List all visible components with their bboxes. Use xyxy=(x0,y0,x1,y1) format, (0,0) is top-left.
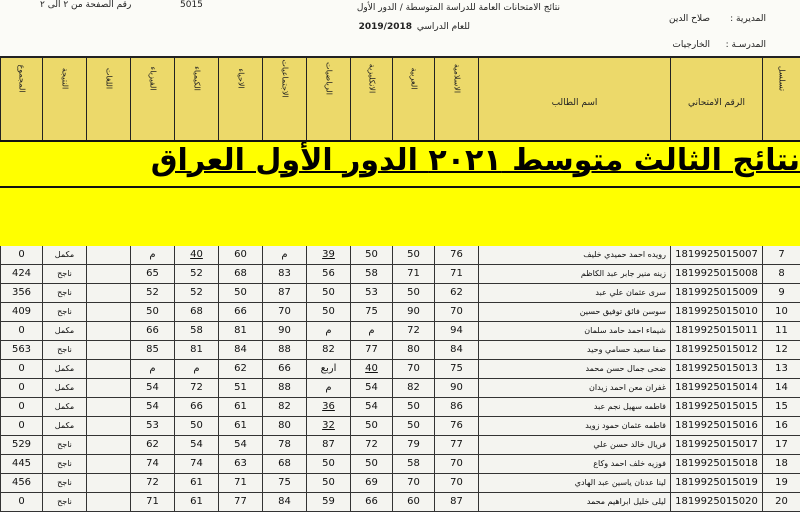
cell-phys: 74 xyxy=(130,455,174,473)
cell-lang xyxy=(86,341,130,359)
cell-islamic: 76 xyxy=(434,246,478,264)
cell-seq: 17 xyxy=(762,436,800,454)
header-code: 5015 xyxy=(180,0,203,10)
cell-name: ضحى جمال حسن محمد xyxy=(478,360,670,378)
cell-math: 59 xyxy=(306,493,350,511)
document-header xyxy=(0,0,800,56)
cell-total: 356 xyxy=(0,284,42,302)
cell-name: سرى عثمان علي عبد xyxy=(478,284,670,302)
cell-arabic: 58 xyxy=(392,455,434,473)
cell-social: 83 xyxy=(262,265,306,283)
cell-arabic: 71 xyxy=(392,265,434,283)
cell-islamic: 87 xyxy=(434,493,478,511)
cell-chem: 54 xyxy=(174,436,218,454)
banner-title: نتائج الثالث متوسط ٢٠٢١ الدور الأول العراق xyxy=(150,143,800,178)
cell-english: 66 xyxy=(350,493,392,511)
cell-social: 88 xyxy=(262,341,306,359)
cell-num: 1819925015014 xyxy=(670,379,762,397)
cell-total: 409 xyxy=(0,303,42,321)
cell-name: فاطمه سهيل نجم عبد xyxy=(478,398,670,416)
cell-bio: 77 xyxy=(218,493,262,511)
cell-chem: 74 xyxy=(174,455,218,473)
table-row xyxy=(0,417,800,436)
cell-chem: 66 xyxy=(174,398,218,416)
table-row xyxy=(0,455,800,474)
cell-islamic: 70 xyxy=(434,303,478,321)
header-line1: نتائج الامتحانات العامة للدراسة المتوسطة / الدور الأول xyxy=(356,3,560,13)
title-banner xyxy=(0,140,800,188)
directorate-value: صلاح الدين xyxy=(668,14,710,24)
cell-result: مكمل xyxy=(42,398,86,416)
cell-islamic: 84 xyxy=(434,341,478,359)
cell-total: 0 xyxy=(0,246,42,264)
cell-name: فريال خالد حسن علي xyxy=(478,436,670,454)
cell-name: شيماء احمد حامد سلمان xyxy=(478,322,670,340)
cell-islamic: 94 xyxy=(434,322,478,340)
table-row xyxy=(0,360,800,379)
cell-num: 1819925015012 xyxy=(670,341,762,359)
cell-chem: 61 xyxy=(174,474,218,492)
cell-social: 88 xyxy=(262,379,306,397)
cell-result: ناجح xyxy=(42,284,86,302)
cell-num: 1819925015020 xyxy=(670,493,762,511)
column-header-label: العربية xyxy=(409,67,418,90)
cell-math: م xyxy=(306,379,350,397)
table-row xyxy=(0,322,800,341)
cell-bio: 63 xyxy=(218,455,262,473)
cell-num: 1819925015018 xyxy=(670,455,762,473)
cell-islamic: 70 xyxy=(434,474,478,492)
cell-total: 563 xyxy=(0,341,42,359)
cell-result: ناجح xyxy=(42,265,86,283)
cell-name: فوزيه خلف احمد وكاع xyxy=(478,455,670,473)
cell-result: مكمل xyxy=(42,322,86,340)
cell-english: 54 xyxy=(350,379,392,397)
cell-seq: 10 xyxy=(762,303,800,321)
cell-result: مكمل xyxy=(42,246,86,264)
cell-seq: 8 xyxy=(762,265,800,283)
table-row xyxy=(0,303,800,322)
cell-math: 50 xyxy=(306,455,350,473)
table-row xyxy=(0,436,800,455)
cell-result: مكمل xyxy=(42,360,86,378)
school-value: الخارجيات xyxy=(672,40,710,50)
banner-band xyxy=(0,188,800,246)
cell-bio: 61 xyxy=(218,398,262,416)
cell-english: 58 xyxy=(350,265,392,283)
cell-bio: 50 xyxy=(218,284,262,302)
cell-chem: 40 xyxy=(174,246,218,264)
cell-arabic: 50 xyxy=(392,398,434,416)
cell-lang xyxy=(86,455,130,473)
column-header-label: النتيجة xyxy=(60,67,69,90)
cell-arabic: 70 xyxy=(392,360,434,378)
cell-social: 70 xyxy=(262,303,306,321)
cell-name: زينه منير جابر عبد الكاظم xyxy=(478,265,670,283)
cell-total: 0 xyxy=(0,322,42,340)
cell-math: 56 xyxy=(306,265,350,283)
cell-seq: 20 xyxy=(762,493,800,511)
column-header-label: الاسلامية xyxy=(452,63,461,94)
cell-name: غفران معن احمد زيدان xyxy=(478,379,670,397)
cell-islamic: 90 xyxy=(434,379,478,397)
cell-name: صفا سعيد حسامي وحيد xyxy=(478,341,670,359)
column-header-label: اسم الطالب xyxy=(551,98,598,108)
cell-phys: 66 xyxy=(130,322,174,340)
cell-bio: 51 xyxy=(218,379,262,397)
cell-phys: م xyxy=(130,246,174,264)
cell-chem: م xyxy=(174,360,218,378)
cell-bio: 71 xyxy=(218,474,262,492)
cell-num: 1819925015019 xyxy=(670,474,762,492)
cell-math: 39 xyxy=(306,246,350,264)
cell-social: 80 xyxy=(262,417,306,435)
cell-lang xyxy=(86,493,130,511)
cell-result: ناجح xyxy=(42,493,86,511)
cell-social: 82 xyxy=(262,398,306,416)
cell-islamic: 86 xyxy=(434,398,478,416)
cell-lang xyxy=(86,379,130,397)
cell-phys: 54 xyxy=(130,379,174,397)
cell-seq: 9 xyxy=(762,284,800,302)
column-header-label: الكيمياء xyxy=(192,66,201,91)
cell-english: 72 xyxy=(350,436,392,454)
cell-chem: 50 xyxy=(174,417,218,435)
cell-arabic: 72 xyxy=(392,322,434,340)
cell-total: 0 xyxy=(0,398,42,416)
cell-result: مكمل xyxy=(42,417,86,435)
cell-bio: 54 xyxy=(218,436,262,454)
cell-chem: 72 xyxy=(174,379,218,397)
school-label: المدرسـة : xyxy=(725,40,766,50)
directorate-label: المديرية : xyxy=(730,14,766,24)
table-row xyxy=(0,398,800,417)
cell-lang xyxy=(86,265,130,283)
cell-islamic: 75 xyxy=(434,360,478,378)
cell-name: ليلى خليل ابراهيم محمد xyxy=(478,493,670,511)
cell-arabic: 90 xyxy=(392,303,434,321)
cell-english: 54 xyxy=(350,398,392,416)
cell-lang xyxy=(86,360,130,378)
cell-phys: 72 xyxy=(130,474,174,492)
cell-islamic: 77 xyxy=(434,436,478,454)
header-year: 2019/2018 xyxy=(358,22,412,32)
cell-num: 1819925015015 xyxy=(670,398,762,416)
cell-phys: 54 xyxy=(130,398,174,416)
cell-english: 53 xyxy=(350,284,392,302)
cell-bio: 81 xyxy=(218,322,262,340)
cell-bio: 62 xyxy=(218,360,262,378)
cell-islamic: 70 xyxy=(434,455,478,473)
cell-arabic: 79 xyxy=(392,436,434,454)
cell-phys: م xyxy=(130,360,174,378)
cell-english: 69 xyxy=(350,474,392,492)
column-header-label: تسلسل xyxy=(777,65,786,92)
cell-result: مكمل xyxy=(42,379,86,397)
cell-lang xyxy=(86,246,130,264)
cell-arabic: 50 xyxy=(392,246,434,264)
cell-math: 50 xyxy=(306,303,350,321)
cell-lang xyxy=(86,474,130,492)
cell-name: رويده احمد حميدي خليف xyxy=(478,246,670,264)
cell-result: ناجح xyxy=(42,303,86,321)
column-header-label: الرقم الامتحاني xyxy=(687,98,746,108)
cell-arabic: 82 xyxy=(392,379,434,397)
cell-english: 77 xyxy=(350,341,392,359)
cell-phys: 71 xyxy=(130,493,174,511)
cell-english: 50 xyxy=(350,455,392,473)
cell-math: اربع xyxy=(306,360,350,378)
cell-bio: 84 xyxy=(218,341,262,359)
cell-seq: 18 xyxy=(762,455,800,473)
column-header-label: الفيزياء xyxy=(148,66,157,91)
cell-seq: 11 xyxy=(762,322,800,340)
cell-chem: 58 xyxy=(174,322,218,340)
cell-lang xyxy=(86,417,130,435)
column-header-label: اللغات xyxy=(104,67,113,90)
cell-total: 529 xyxy=(0,436,42,454)
cell-arabic: 60 xyxy=(392,493,434,511)
header-line2: للعام الدراسي xyxy=(416,22,470,32)
cell-english: 75 xyxy=(350,303,392,321)
table-row xyxy=(0,474,800,493)
cell-english: 50 xyxy=(350,246,392,264)
cell-phys: 50 xyxy=(130,303,174,321)
cell-social: 75 xyxy=(262,474,306,492)
cell-result: ناجح xyxy=(42,341,86,359)
page-label: رقم الصفحة من ٢ الى ٢ xyxy=(40,0,132,10)
cell-math: 32 xyxy=(306,417,350,435)
cell-english: 40 xyxy=(350,360,392,378)
cell-total: 0 xyxy=(0,493,42,511)
cell-seq: 19 xyxy=(762,474,800,492)
cell-name: لينا عدنان ياسين عبد الهادي xyxy=(478,474,670,492)
cell-total: 0 xyxy=(0,360,42,378)
cell-seq: 14 xyxy=(762,379,800,397)
cell-phys: 85 xyxy=(130,341,174,359)
column-header-label: الرياضيات xyxy=(324,62,333,95)
cell-name: فاطمه عثمان حمود زويد xyxy=(478,417,670,435)
cell-num: 1819925015013 xyxy=(670,360,762,378)
cell-total: 0 xyxy=(0,417,42,435)
cell-num: 1819925015011 xyxy=(670,322,762,340)
cell-num: 1819925015009 xyxy=(670,284,762,302)
cell-math: 82 xyxy=(306,341,350,359)
cell-num: 1819925015016 xyxy=(670,417,762,435)
cell-chem: 52 xyxy=(174,284,218,302)
cell-math: م xyxy=(306,322,350,340)
cell-result: ناجح xyxy=(42,455,86,473)
cell-phys: 65 xyxy=(130,265,174,283)
column-header-label: الاجتماعيات xyxy=(280,59,289,98)
cell-math: 50 xyxy=(306,474,350,492)
cell-social: 84 xyxy=(262,493,306,511)
table-row xyxy=(0,379,800,398)
cell-num: 1819925015010 xyxy=(670,303,762,321)
cell-seq: 15 xyxy=(762,398,800,416)
cell-social: 87 xyxy=(262,284,306,302)
cell-lang xyxy=(86,303,130,321)
cell-num: 1819925015007 xyxy=(670,246,762,264)
cell-seq: 7 xyxy=(762,246,800,264)
table-row xyxy=(0,493,800,512)
cell-num: 1819925015008 xyxy=(670,265,762,283)
cell-islamic: 76 xyxy=(434,417,478,435)
cell-arabic: 70 xyxy=(392,474,434,492)
cell-result: ناجح xyxy=(42,474,86,492)
cell-islamic: 71 xyxy=(434,265,478,283)
cell-result: ناجح xyxy=(42,436,86,454)
cell-social: 68 xyxy=(262,455,306,473)
cell-social: 90 xyxy=(262,322,306,340)
cell-social: م xyxy=(262,246,306,264)
cell-total: 424 xyxy=(0,265,42,283)
column-header-label: الانكليزية xyxy=(367,63,376,94)
cell-english: 50 xyxy=(350,417,392,435)
column-header-label: المجموع xyxy=(17,64,26,93)
cell-social: 66 xyxy=(262,360,306,378)
cell-english: م xyxy=(350,322,392,340)
table-row xyxy=(0,246,800,265)
column-header-label: الاحياء xyxy=(236,68,245,89)
cell-math: 87 xyxy=(306,436,350,454)
cell-bio: 60 xyxy=(218,246,262,264)
cell-math: 50 xyxy=(306,284,350,302)
cell-lang xyxy=(86,398,130,416)
cell-arabic: 50 xyxy=(392,284,434,302)
cell-seq: 13 xyxy=(762,360,800,378)
cell-lang xyxy=(86,284,130,302)
cell-chem: 68 xyxy=(174,303,218,321)
table-row xyxy=(0,284,800,303)
cell-chem: 52 xyxy=(174,265,218,283)
cell-num: 1819925015017 xyxy=(670,436,762,454)
cell-bio: 61 xyxy=(218,417,262,435)
cell-bio: 68 xyxy=(218,265,262,283)
cell-seq: 16 xyxy=(762,417,800,435)
cell-social: 78 xyxy=(262,436,306,454)
cell-total: 445 xyxy=(0,455,42,473)
cell-arabic: 50 xyxy=(392,417,434,435)
table-row xyxy=(0,341,800,360)
results-table xyxy=(0,246,800,507)
table-row xyxy=(0,265,800,284)
cell-total: 0 xyxy=(0,379,42,397)
cell-lang xyxy=(86,322,130,340)
cell-total: 456 xyxy=(0,474,42,492)
cell-chem: 61 xyxy=(174,493,218,511)
cell-chem: 81 xyxy=(174,341,218,359)
cell-arabic: 80 xyxy=(392,341,434,359)
cell-phys: 62 xyxy=(130,436,174,454)
cell-seq: 12 xyxy=(762,341,800,359)
cell-name: سوسن فائق توفيق حسين xyxy=(478,303,670,321)
cell-lang xyxy=(86,436,130,454)
cell-bio: 66 xyxy=(218,303,262,321)
cell-math: 36 xyxy=(306,398,350,416)
cell-islamic: 62 xyxy=(434,284,478,302)
cell-phys: 52 xyxy=(130,284,174,302)
cell-phys: 53 xyxy=(130,417,174,435)
